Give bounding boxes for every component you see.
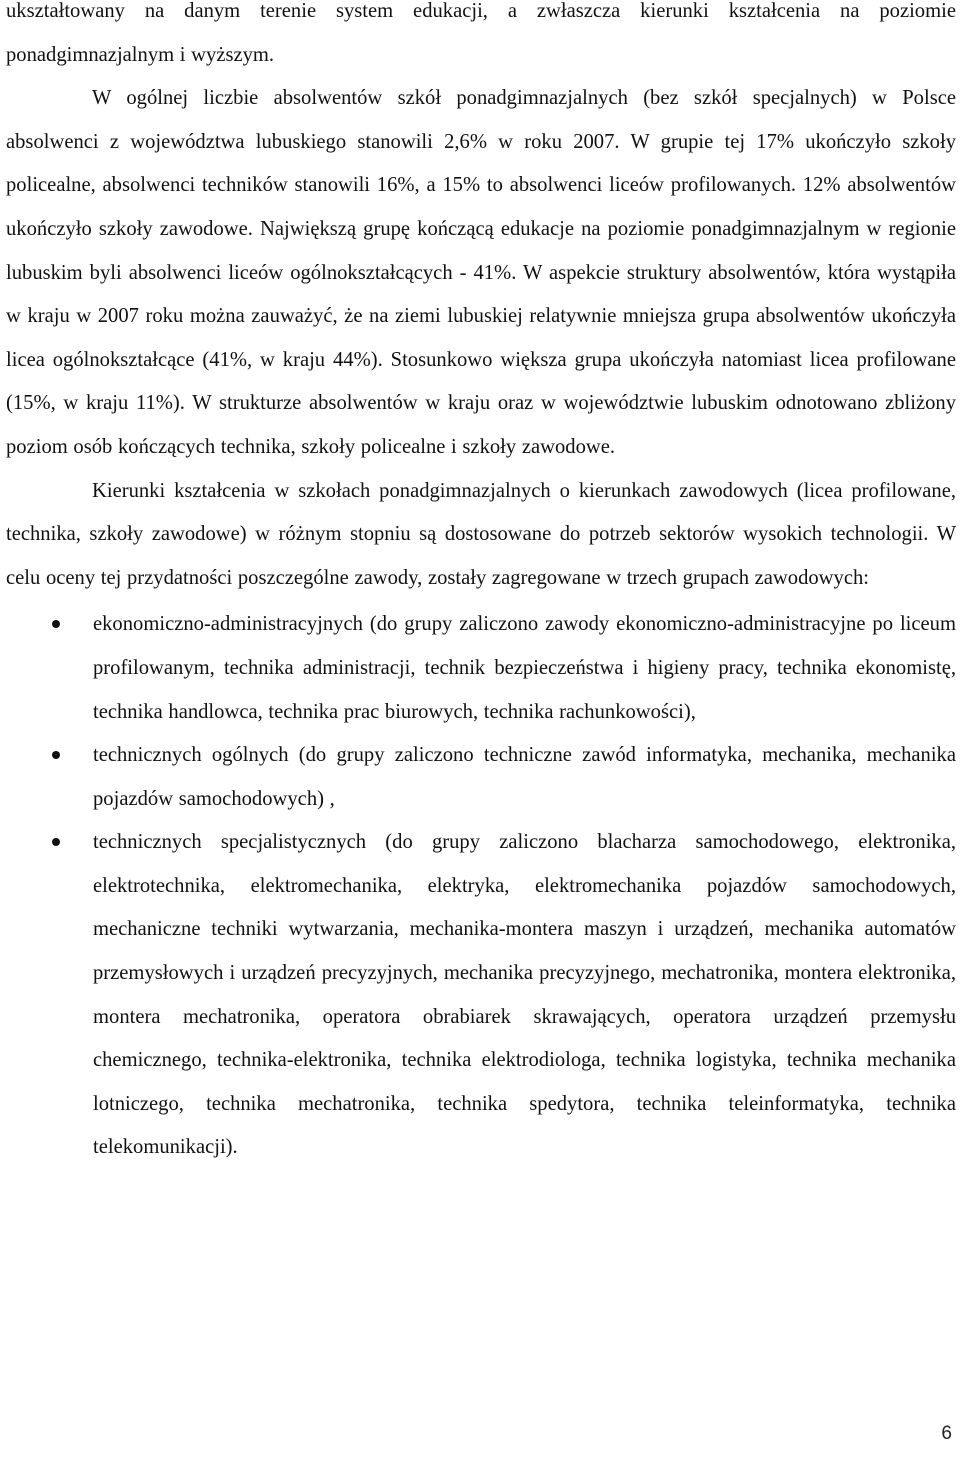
list-item-text: ekonomiczno-administracyjnych (do grupy zaliczono zawody ekonomiczno-administracyjne po liceum profilowanym, technika administracji, technik bezpieczeństwa i higieny pracy, technika ekonomistę, technika handlowca, technika prac biurowych, technika rachunkowości), <box>93 613 956 723</box>
paragraph-vocational-directions: Kierunki kształcenia w szkołach ponadgimnazjalnych o kierunkach zawodowych (licea profilowane, technika, szkoły zawodowe) w różnym stopniu są dostosowane do potrzeb sektorów wysokich technologii. W celu oceny tej przydatności poszczególne zawody, zostały zagregowane w trzech grupach zawodowych: <box>6 479 956 589</box>
page-number: 6 <box>941 1423 952 1444</box>
paragraph-continuation: ukształtowany na danym terenie system edukacji, a zwłaszcza kierunki kształcenia na poziomie ponadgimnazjalnym i wyższym. <box>6 0 956 66</box>
bullet-icon <box>52 838 60 846</box>
list-item-text: technicznych specjalistycznych (do grupy zaliczono blacharza samochodowego, elektronika, elektrotechnika, elektromechanika, elektryka, elektromechanika pojazdów samochodowych, mechaniczne techniki wytwarzania, mechanika-montera maszyn i urządzeń, mechanika automatów przemysłowych i urządzeń precyzyjnych, mechanika precyzyjnego, mechatronika, montera elektronika, montera mechatronika, operatora obrabiarek skrawających, operatora urządzeń przemysłu chemicznego, technika-elektronika, technika elektrodiologa, technika logistyka, technika mechanika lotniczego, technika mechatronika, technika spedytora, technika teleinformatyka, technika telekomunikacji). <box>93 831 956 1159</box>
list-item <box>6 821 956 1170</box>
list-item-text: technicznych ogólnych (do grupy zaliczono techniczne zawód informatyka, mechanika, mechanika pojazdów samochodowych) , <box>93 744 956 810</box>
document-page <box>6 0 956 1170</box>
bullet-icon <box>52 620 60 628</box>
occupation-groups-list <box>6 603 956 1170</box>
bullet-icon <box>52 751 60 759</box>
paragraph-graduates-structure: W ogólnej liczbie absolwentów szkół ponadgimnazjalnych (bez szkół specjalnych) w Polsce absolwenci z województwa lubuskiego stanowili 2,6% w roku 2007. W grupie tej 17% ukończyło szkoły policealne, absolwenci techników stanowili 16%, a 15% to absolwenci liceów profilowanych. 12% absolwentów ukończyło szkoły zawodowe. Największą grupę kończącą edukacje na poziomie ponadgimnazjalnym w regionie lubuskim byli absolwenci liceów ogólnokształcących - 41%. W aspekcie struktury absolwentów, która wystąpiła w kraju w 2007 roku można zauważyć, że na ziemi lubuskiej relatywnie mniejsza grupa absolwentów ukończyła licea ogólnokształcące (41%, w kraju 44%). Stosunkowo większa grupa ukończyła natomiast licea profilowane (15%, w kraju 11%). W strukturze absolwentów w kraju oraz w województwie lubuskim odnotowano zbliżony poziom osób kończących technika, szkoły policealne i szkoły zawodowe. <box>6 87 956 458</box>
list-item <box>6 603 956 734</box>
list-item <box>6 734 956 821</box>
